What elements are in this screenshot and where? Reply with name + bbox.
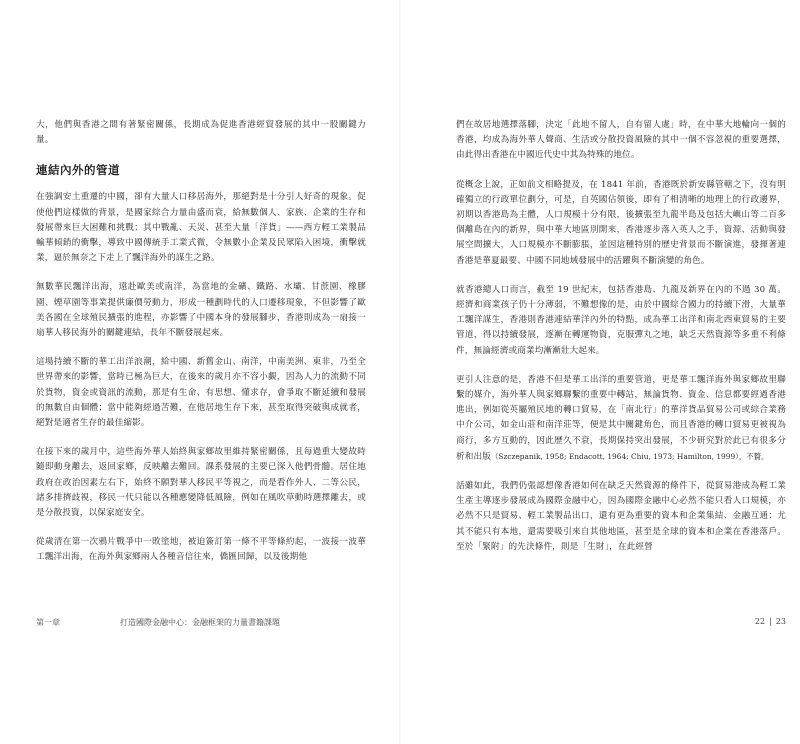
body-paragraph: 話雖如此，我們仍張認想像香港如何在缺乏天然資源的條件下，從貿易港成為輕工業生產主導逐步發展成為國際金融中心，因為國際金融中心必然不能只看人口規模，亦必然不只是貿易、輕工業製品出口，還有更為重要的資本和企業集結、金融互通；尤其不能只有本地，還需要吸引來自其他地區，甚至是全球的資本和企業在香港落戶。至於「緊附」的先決條件，則是「生財」，在此經營 <box>456 481 786 552</box>
body-paragraph: 在接下來的歲月中，這些海外華人始終與家鄉故里維持緊密關係，且每過重大變故時隨即動身離去，返回家鄉，反映離去難回。課系發展的主要已深入他們骨髓。居住地政府在政治因素左右下，始終不願對華人移民平等視之，而是看作外人、二等公民，諸多排擠歧視，移民一代只能以各種應變降低風險，例如在風吹草動時選擇離去，或是分散投資，以保家庭安全。 <box>36 447 366 519</box>
intro-paragraph: 大，他們與香港之間有著緊密關係，長期成為促進香港經貿發展的其中一股關鍵力量。 <box>36 120 366 146</box>
body-paragraph: 在強調安土重遷的中國，卻有大量人口移居海外，那絕對是十分引人好奇的現象。促使他們這樣做的背景，是國家綜合力量由盛而衰，給無數個人、家族、企業的生存和發展帶來巨大困難和挑戰；其中戰亂、天災、甚至大量「洋貨」——西方輕工業製品輸華傾銷的衝擊，導致中國傳統手工業式微，令無數小企業及民眾陷入困境，衝擊就業，逼於無奈之下走上了飄洋海外的謀生之路。 <box>36 192 366 264</box>
paragraph-text: 更引人注意的是，香港不但是華工出洋的重要管道，更是華工飄洋海外與家鄉故里聯繫的媒介，海外華人與家鄉聯繫的重要中轉站，無論貨物、資金、信息都要經過香港進出，例如從英屬殖民地的轉口貿易，在「南北行」的華洋貨品貿易公司或綜合業務中介公司，如金山莊和南洋莊等，便是其中關鍵角色，而且香港的轉口貿易更被視為商行，多方互動的，因此歷久不衰，長期保持突出發展，不少研究對於此已有很多分析和出版 <box>456 374 786 462</box>
chapter-label: 第一章 <box>36 618 60 627</box>
running-title: 打造國際金融中心：金融框架的力量書籍課題 <box>120 618 280 627</box>
page-number-right: 23 <box>775 617 786 626</box>
body-paragraph <box>456 373 786 465</box>
body-paragraph: 們在故居地選擇落腳，決定「此地不留人，自有留人處」時，在中華大地輪向一個的香港，均成為海外華人聲商、生活或分散投資風險的其中一個不容忽視的重要選擇，由此得出香港在中國近代史中其為特殊的地位。 <box>456 120 786 161</box>
body-paragraph: 就香港總人口而言，截至 19 世紀末，包括香港島、九龍及新界在內的不過 30 萬。經濟和商業孩子仍十分薄弱，不難想像的是，由於中國綜合國力的持續下滑，大量華工飄洋謀生，香港則香港連結華洋內外的特點，成為華工出洋和南北西東貿易的主要管道，得以持續發展，逐漸在轉運物資，克服彈丸之地，缺乏天然資源等多重不利條件，無論經濟或商業均漸漸壯大起來。 <box>456 284 786 356</box>
page-number-separator: | <box>769 617 772 626</box>
body-paragraph: 這場持續不斷的華工出洋浪潮，給中國、新舊金山、南洋，中南美洲、東非，乃至全世界帶來的影響，當時已極為巨大，在後來的歲月亦不容小覷，因為人力的流動不同於貨物，資金或資訊的流動，那是有生命、有思想、懂求存，會爭取不斷延續和發展的無數自由個體；當中能夠經過苦難，在他居地生存下來，甚至取得突破與成就者，絕對是適者生存的最佳縮影。 <box>36 357 366 429</box>
body-paragraph: 從歲清在第一次鴉片戰爭中一敗塗地，被迫簽訂第一條不平等條約起，一波接一波華工飄洋出海，在海外與家鄉兩人各種音信往來，僑匯回歸，以及後期他 <box>36 537 366 563</box>
page-number-left: 22 <box>754 617 766 626</box>
citation-list: （Szczepanik, 1958; Endacott, 1964; Chiu, 1973; Hamilton, 1999），不贅。 <box>490 451 769 461</box>
body-paragraph: 無數華民飄洋出海，遠赴歐美或南洋，為當地的金礦、鐵路、水壩、甘蔗園、橡膠園、煙草園等事業提供廉價勞動力，形成一種劃時代的人口遷移現象，不但影響了歐美各國在全球殖民擴張的進程，亦影響了中國本身的發展腳步，香港則成為一扇接一扇華人移民海外的關鍵連結，長年不斷發展起來。 <box>36 282 366 339</box>
page-numbers <box>755 617 786 626</box>
left-text-column <box>36 118 366 580</box>
right-text-column <box>456 118 786 569</box>
body-paragraph: 從概念上說，正如前文相略提及，在 1841 年前，香港既於新安縣管轄之下，沒有明確獨立的行政單位劃分，可是，自英國佔領後，即有了相清晰的地理上的行政邊界，初期以香港島為主體，人口規模十分有限，後擴張至九龍半島及包括大嶼山等二百多個離島在內的新界，與中華大地區別開來，香港逐步落入英人之手，資源、活動與發展空間擴大，人口規模亦不斷膨脹，並因這種特別的歷史背景而不斷演進，發揮著連香港是華夏最要、中國不同地域發展中的活躍與不斷演變的角色。 <box>456 179 786 266</box>
section-heading: 連結內外的管道 <box>36 163 120 178</box>
right-page <box>400 0 800 744</box>
